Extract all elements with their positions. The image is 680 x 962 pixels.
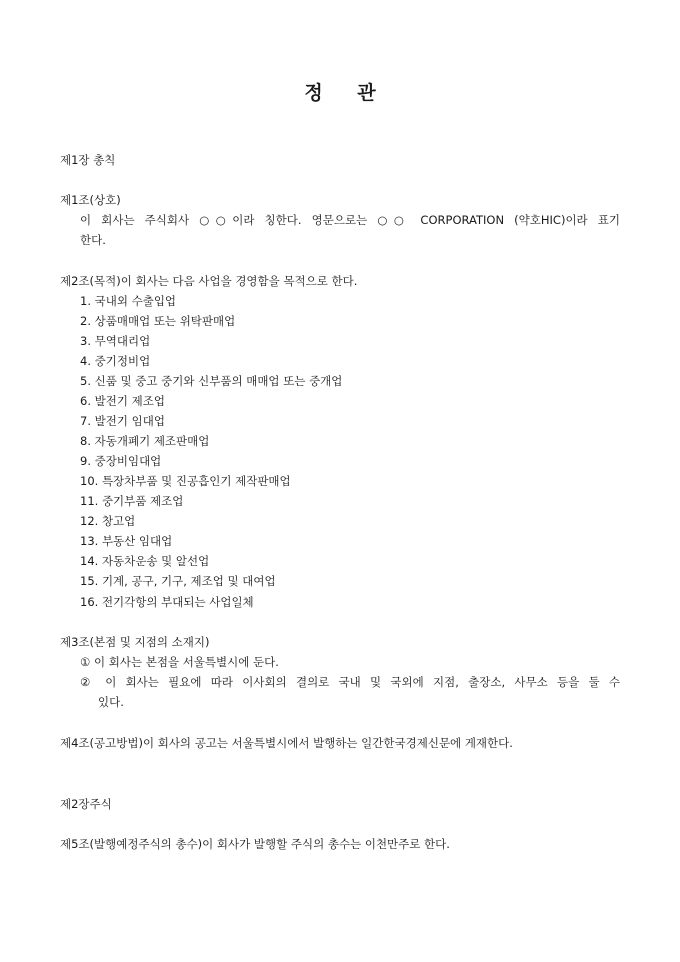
article-3-item-2-line2: 있다. bbox=[98, 695, 124, 709]
article-2-item: 14. 자동차운송 및 알선업 bbox=[80, 554, 210, 568]
article-2-item: 11. 중기부품 제조업 bbox=[80, 494, 184, 508]
article-2-item: 5. 신품 및 중고 중기와 신부품의 매매업 또는 중개업 bbox=[80, 374, 343, 388]
document-title: 정 관 bbox=[304, 82, 390, 104]
article-2-item: 4. 중기정비업 bbox=[80, 354, 151, 368]
article-2-item: 7. 발전기 임대업 bbox=[80, 414, 165, 428]
article-2-item: 13. 부동산 임대업 bbox=[80, 534, 173, 548]
article-1-heading: 제1조(상호) bbox=[60, 193, 121, 207]
article-2-item: 1. 국내외 수출입업 bbox=[80, 294, 177, 308]
article-2-item: 16. 전기각항의 부대되는 사업일체 bbox=[80, 595, 254, 609]
article-2-item: 15. 기계, 공구, 기구, 제조업 및 대여업 bbox=[80, 574, 276, 588]
chapter-1-heading: 제1장 총칙 bbox=[60, 153, 116, 167]
article-1-text-line1: 이 회사는 주식회사 ○○이라 칭한다. 영문으로는 ○○ CORPORATION (약호HIC)이라 표기 bbox=[80, 213, 620, 227]
article-3-item-2-line1: ② 이 회사는 필요에 따라 이사회의 결의로 국내 및 국외에 지점, 출장소, 사무소 등을 둘 수 bbox=[80, 675, 620, 689]
article-2-item: 8. 자동개폐기 제조판매업 bbox=[80, 434, 210, 448]
article-1-text-line2: 한다. bbox=[80, 233, 106, 247]
article-2-item: 9. 중장비임대업 bbox=[80, 454, 162, 468]
article-5: 제5조(발행예정주식의 총수)이 회사가 발행할 주식의 총수는 이천만주로 한다. bbox=[60, 837, 450, 851]
article-2-item: 10. 특장차부품 및 진공흡인기 제작판매업 bbox=[80, 474, 291, 488]
article-2-heading: 제2조(목적)이 회사는 다음 사업을 경영함을 목적으로 한다. bbox=[60, 274, 358, 288]
article-2-item: 3. 무역대리업 bbox=[80, 334, 151, 348]
article-2-item: 12. 창고업 bbox=[80, 514, 136, 528]
article-3-item-1: ① 이 회사는 본점을 서울특별시에 둔다. bbox=[80, 655, 279, 669]
article-2-item: 6. 발전기 제조업 bbox=[80, 394, 165, 408]
article-4: 제4조(공고방법)이 회사의 공고는 서울특별시에서 발행하는 일간한국경제신문에 게재한다. bbox=[60, 736, 513, 750]
article-2-item: 2. 상품매매업 또는 위탁판매업 bbox=[80, 314, 236, 328]
article-3-heading: 제3조(본점 및 지점의 소재지) bbox=[60, 635, 210, 649]
chapter-2-heading: 제2장주식 bbox=[60, 797, 112, 811]
